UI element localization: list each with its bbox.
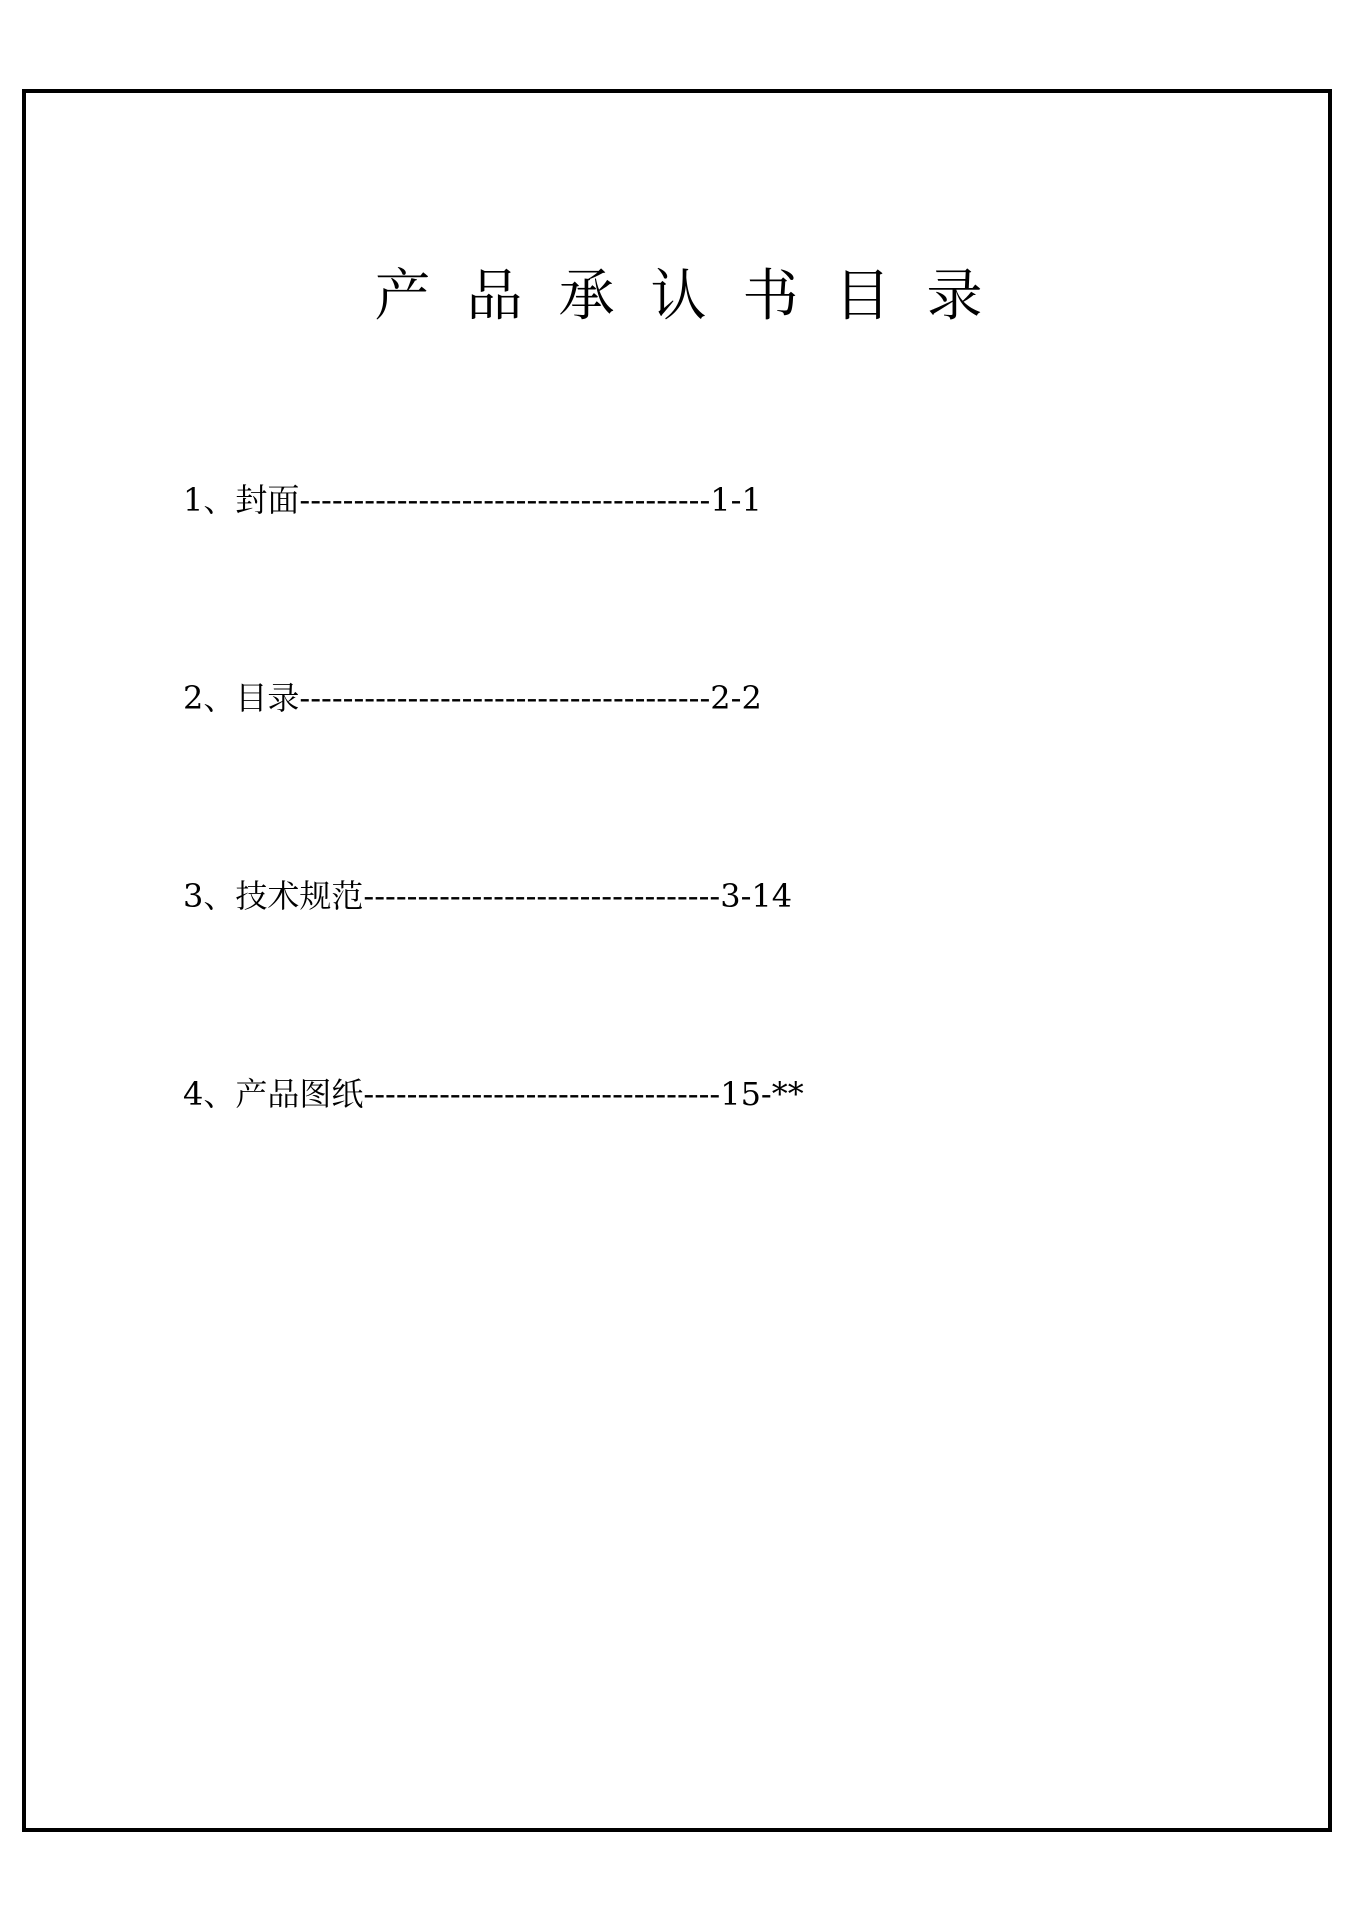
document-title: 产品承认书目录: [374, 264, 1019, 329]
toc-dot-leader: ---------------------------------: [363, 877, 721, 915]
toc-entry-number: 4: [183, 1075, 204, 1113]
toc-entry-number: 1: [183, 481, 204, 519]
toc-entry-number: 2: [183, 679, 204, 717]
toc-entry-contents: [183, 676, 1143, 720]
toc-entry-separator: 、: [203, 679, 236, 717]
page-border: [22, 89, 1332, 1832]
toc-page-range: 1-1: [710, 481, 762, 519]
toc-entry-separator: 、: [203, 1075, 236, 1113]
toc-entry-number: 3: [183, 877, 204, 915]
toc-entry-label: 技术规范: [235, 877, 364, 915]
toc-entry-separator: 、: [203, 877, 236, 915]
toc-entry-label: 目录: [235, 679, 300, 717]
toc-page-range: 2-2: [710, 679, 762, 717]
toc-page-range: 3-14: [720, 877, 793, 915]
toc-entry-separator: 、: [203, 481, 236, 519]
toc-entry-product-drawings: [183, 1072, 1143, 1116]
toc-page-range: 15-**: [720, 1075, 804, 1113]
toc-entry-label: 产品图纸: [235, 1075, 364, 1113]
toc-dot-leader: --------------------------------------: [299, 481, 711, 519]
toc-entry-cover: [183, 478, 1143, 522]
toc-dot-leader: ---------------------------------: [363, 1075, 721, 1113]
toc-dot-leader: --------------------------------------: [299, 679, 711, 717]
toc-entry-technical-spec: [183, 874, 1143, 918]
toc-entry-label: 封面: [235, 481, 300, 519]
